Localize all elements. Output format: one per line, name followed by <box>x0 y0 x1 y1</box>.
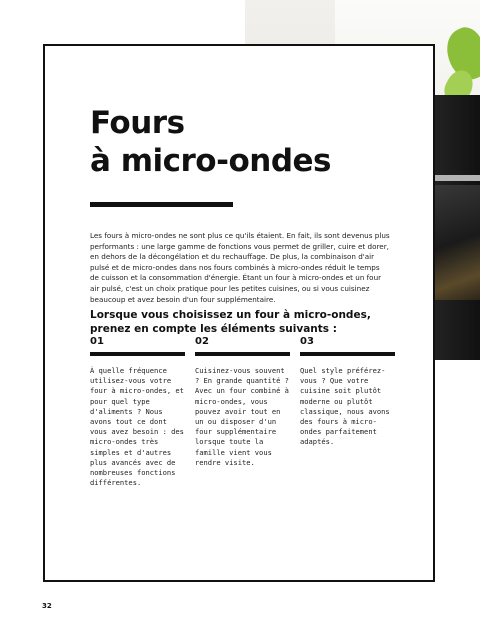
column-number: 03 <box>300 336 314 347</box>
page-number: 32 <box>42 602 52 610</box>
column-text: À quelle fréquence utilisez-vous votre four à micro-ondes, et pour quel type d'aliments ? Nous avons tout ce dont vous avez besoin : des micro-ondes très simples et d'autres plus avancés avec de nombreuses fonctions différentes. <box>90 366 184 488</box>
column-number: 01 <box>90 336 104 347</box>
content-card <box>43 44 435 582</box>
page-title-line-2: à micro-ondes <box>90 143 332 179</box>
page-title <box>90 104 331 180</box>
consideration-column-3 <box>300 336 395 447</box>
intro-paragraph: Les fours à micro-ondes ne sont plus ce qu'ils étaient. En fait, ils sont devenus plus performants : une large gamme de fonctions vous permet de griller, cuire et dorer, en dehors de la décongélation et du rechauffage. De plus, la combinaison d'air pulsé et de micro-ondes dans nos fours combinés à micro-ondes réduit le temps de cuisson et la consommation d'énergie. Étant un four à micro-ondes et un four air pulsé, c'est un choix pratique pour les petites cuisines, ou si vous cuisinez beaucoup et avez besoin d'un four supplémentaire. <box>90 231 390 304</box>
column-text: Cuisinez-vous souvent ? En grande quantité ? Avec un four combiné à micro-ondes, vous pouvez avoir tout en un ou disposer d'un four supplémentaire lorsque toute la famille vient vous rendre visite. <box>195 366 289 467</box>
column-rule <box>90 352 185 356</box>
consideration-column-2 <box>195 336 290 467</box>
section-subheading: Lorsque vous choisissez un four à micro-ondes, prenez en compte les éléments suivants : <box>90 309 371 335</box>
column-number: 02 <box>195 336 209 347</box>
column-rule <box>195 352 290 356</box>
title-underline <box>90 202 233 207</box>
page-title-line-1: Fours <box>90 105 185 141</box>
consideration-column-1 <box>90 336 185 488</box>
column-rule <box>300 352 395 356</box>
column-text: Quel style préférez-vous ? Que votre cuisine soit plutôt moderne ou plutôt classique, nous avons des fours à micro-ondes parfaitement adaptés. <box>300 366 390 447</box>
